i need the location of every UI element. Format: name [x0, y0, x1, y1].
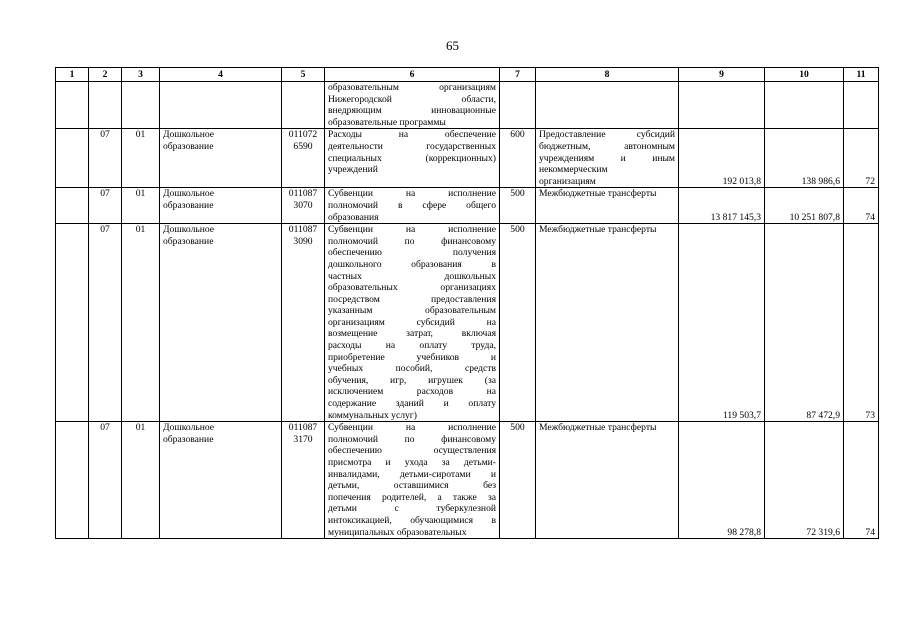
cell-expense-name [536, 188, 679, 224]
cell-line: детьми с туберкулезной [328, 503, 496, 515]
column-header-1: 1 [56, 68, 89, 82]
cell-amount-executed: 10 251 807,8 [765, 188, 844, 224]
cell-line: Субвенции на исполнение [328, 224, 496, 236]
table-row [56, 188, 879, 224]
cell-line: образования [328, 211, 379, 223]
cell-amount-approved: 13 817 145,3 [679, 188, 765, 224]
cell-amount-executed: 72 319,6 [765, 422, 844, 539]
cell-description [325, 82, 500, 129]
cell-section: 07 [89, 188, 122, 224]
cell-line: некоммерческим [539, 164, 608, 176]
cell-section-name [160, 129, 282, 188]
cell-expense-type: 500 [500, 188, 536, 224]
cell-line: обеспечению осуществления [328, 445, 496, 457]
cell-line: полномочий по финансовому [328, 235, 496, 247]
cell-line: содержание зданий и оплату [328, 398, 496, 410]
cell-line: Нижегородской области, [328, 93, 496, 105]
cell-line: специальных (коррекционных) [328, 152, 496, 164]
cell-line: 011072 [288, 129, 318, 141]
cell-description [325, 224, 500, 422]
cell-line: расходы на оплату труда, [328, 340, 496, 352]
cell-target-code [282, 82, 325, 129]
cell-expense-type: 600 [500, 129, 536, 188]
cell-col-1 [56, 188, 89, 224]
cell-line: 011087 [288, 224, 318, 236]
cell-target-code [282, 188, 325, 224]
cell-section-name [160, 82, 282, 129]
cell-line: Субвенции на исполнение [328, 188, 496, 200]
cell-line: 011087 [288, 422, 318, 434]
cell-target-code [282, 224, 325, 422]
cell-percent [844, 82, 879, 129]
cell-line: дошкольного образования в [328, 258, 496, 270]
cell-col-1 [56, 422, 89, 539]
cell-line: Дошкольное [163, 188, 215, 200]
cell-section-name [160, 422, 282, 539]
cell-line: организациям [539, 175, 596, 187]
budget-table [55, 67, 879, 539]
table-row [56, 422, 879, 539]
cell-line: образование [163, 433, 214, 445]
cell-line: исключением расходов на [328, 386, 496, 398]
cell-expense-name [536, 82, 679, 129]
cell-line: Межбюджетные трансферты [539, 224, 657, 236]
column-header-10: 10 [765, 68, 844, 82]
cell-target-code [282, 129, 325, 188]
column-header-8: 8 [536, 68, 679, 82]
cell-section: 07 [89, 224, 122, 422]
cell-percent: 72 [844, 129, 879, 188]
cell-percent: 74 [844, 422, 879, 539]
header-row [56, 68, 879, 82]
cell-amount-executed: 87 472,9 [765, 224, 844, 422]
cell-line: образование [163, 235, 214, 247]
cell-description [325, 188, 500, 224]
cell-expense-type: 500 [500, 224, 536, 422]
cell-amount-approved: 192 013,8 [679, 129, 765, 188]
cell-line: полномочий по финансовому [328, 433, 496, 445]
cell-line: 011087 [288, 188, 318, 200]
cell-line: возмещение затрат, включая [328, 328, 496, 340]
cell-description [325, 129, 500, 188]
column-header-6: 6 [325, 68, 500, 82]
cell-target-code [282, 422, 325, 539]
cell-line: Межбюджетные трансферты [539, 188, 657, 200]
cell-line: образовательные программы [328, 116, 446, 128]
cell-line: Предоставление субсидий [539, 129, 675, 141]
cell-line: 6590 [293, 140, 313, 152]
cell-section-name [160, 188, 282, 224]
cell-section [89, 82, 122, 129]
cell-line: организациям субсидий на [328, 316, 496, 328]
cell-line: учреждений [328, 164, 378, 176]
cell-line: Дошкольное [163, 422, 215, 434]
column-header-11: 11 [844, 68, 879, 82]
column-header-2: 2 [89, 68, 122, 82]
cell-line: попечения родителей, а также за [328, 491, 496, 503]
table-row [56, 129, 879, 188]
cell-line: присмотра и ухода за детьми- [328, 457, 496, 468]
cell-col-1 [56, 129, 89, 188]
cell-line: 3070 [293, 199, 313, 211]
table-row [56, 82, 879, 129]
cell-line: интоксикацией, обучающимися в [328, 514, 496, 526]
cell-expense-type [500, 82, 536, 129]
cell-line: коммунальных услуг) [328, 409, 417, 421]
cell-line: образование [163, 140, 214, 152]
cell-subsection [122, 82, 160, 129]
cell-line: образовательным организациям [328, 82, 496, 93]
cell-line: посредством предоставления [328, 293, 496, 305]
cell-col-1 [56, 82, 89, 129]
cell-line: Расходы на обеспечение [328, 129, 496, 141]
cell-line: детьми, оставшимися без [328, 480, 496, 492]
cell-line: учреждениям и иным [539, 152, 675, 164]
cell-line: бюджетным, автономным [539, 140, 675, 152]
cell-subsection: 01 [122, 129, 160, 188]
cell-line: частных дошкольных [328, 270, 496, 282]
cell-line: деятельности государственных [328, 140, 496, 152]
cell-line: 3090 [293, 235, 313, 247]
cell-col-1 [56, 224, 89, 422]
cell-line: обеспечению получения [328, 247, 496, 259]
column-header-9: 9 [679, 68, 765, 82]
cell-amount-executed: 138 986,6 [765, 129, 844, 188]
cell-amount-approved: 98 278,8 [679, 422, 765, 539]
cell-line: образовательных организациях [328, 282, 496, 294]
cell-subsection: 01 [122, 188, 160, 224]
cell-line: полномочий в сфере общего [328, 199, 496, 211]
cell-section-name [160, 224, 282, 422]
column-header-7: 7 [500, 68, 536, 82]
column-header-5: 5 [282, 68, 325, 82]
cell-amount-approved [679, 82, 765, 129]
cell-line: внедряющим инновационные [328, 105, 496, 117]
cell-line: Субвенции на исполнение [328, 422, 496, 434]
cell-percent: 73 [844, 224, 879, 422]
cell-expense-name [536, 224, 679, 422]
cell-line: 3170 [293, 433, 313, 445]
cell-line: обучения, игр, игрушек (за [328, 374, 496, 386]
cell-amount-executed [765, 82, 844, 129]
cell-line: образование [163, 199, 214, 211]
column-header-4: 4 [160, 68, 282, 82]
table-row [56, 224, 879, 422]
cell-amount-approved: 119 503,7 [679, 224, 765, 422]
column-header-3: 3 [122, 68, 160, 82]
cell-line: Дошкольное [163, 129, 215, 141]
cell-line: муниципальных образовательных [328, 526, 467, 538]
cell-description [325, 422, 500, 539]
cell-section: 07 [89, 129, 122, 188]
cell-line: инвалидами, детьми-сиротами и [328, 468, 496, 480]
cell-subsection: 01 [122, 422, 160, 539]
cell-subsection: 01 [122, 224, 160, 422]
cell-expense-type: 500 [500, 422, 536, 539]
cell-line: Межбюджетные трансферты [539, 422, 657, 434]
cell-line: учебных пособий, средств [328, 363, 496, 375]
cell-expense-name [536, 422, 679, 539]
cell-line: Дошкольное [163, 224, 215, 236]
page-number: 65 [446, 38, 459, 53]
cell-section: 07 [89, 422, 122, 539]
cell-line: указанным образовательным [328, 305, 496, 317]
cell-expense-name [536, 129, 679, 188]
cell-line: приобретение учебников и [328, 351, 496, 363]
cell-percent: 74 [844, 188, 879, 224]
